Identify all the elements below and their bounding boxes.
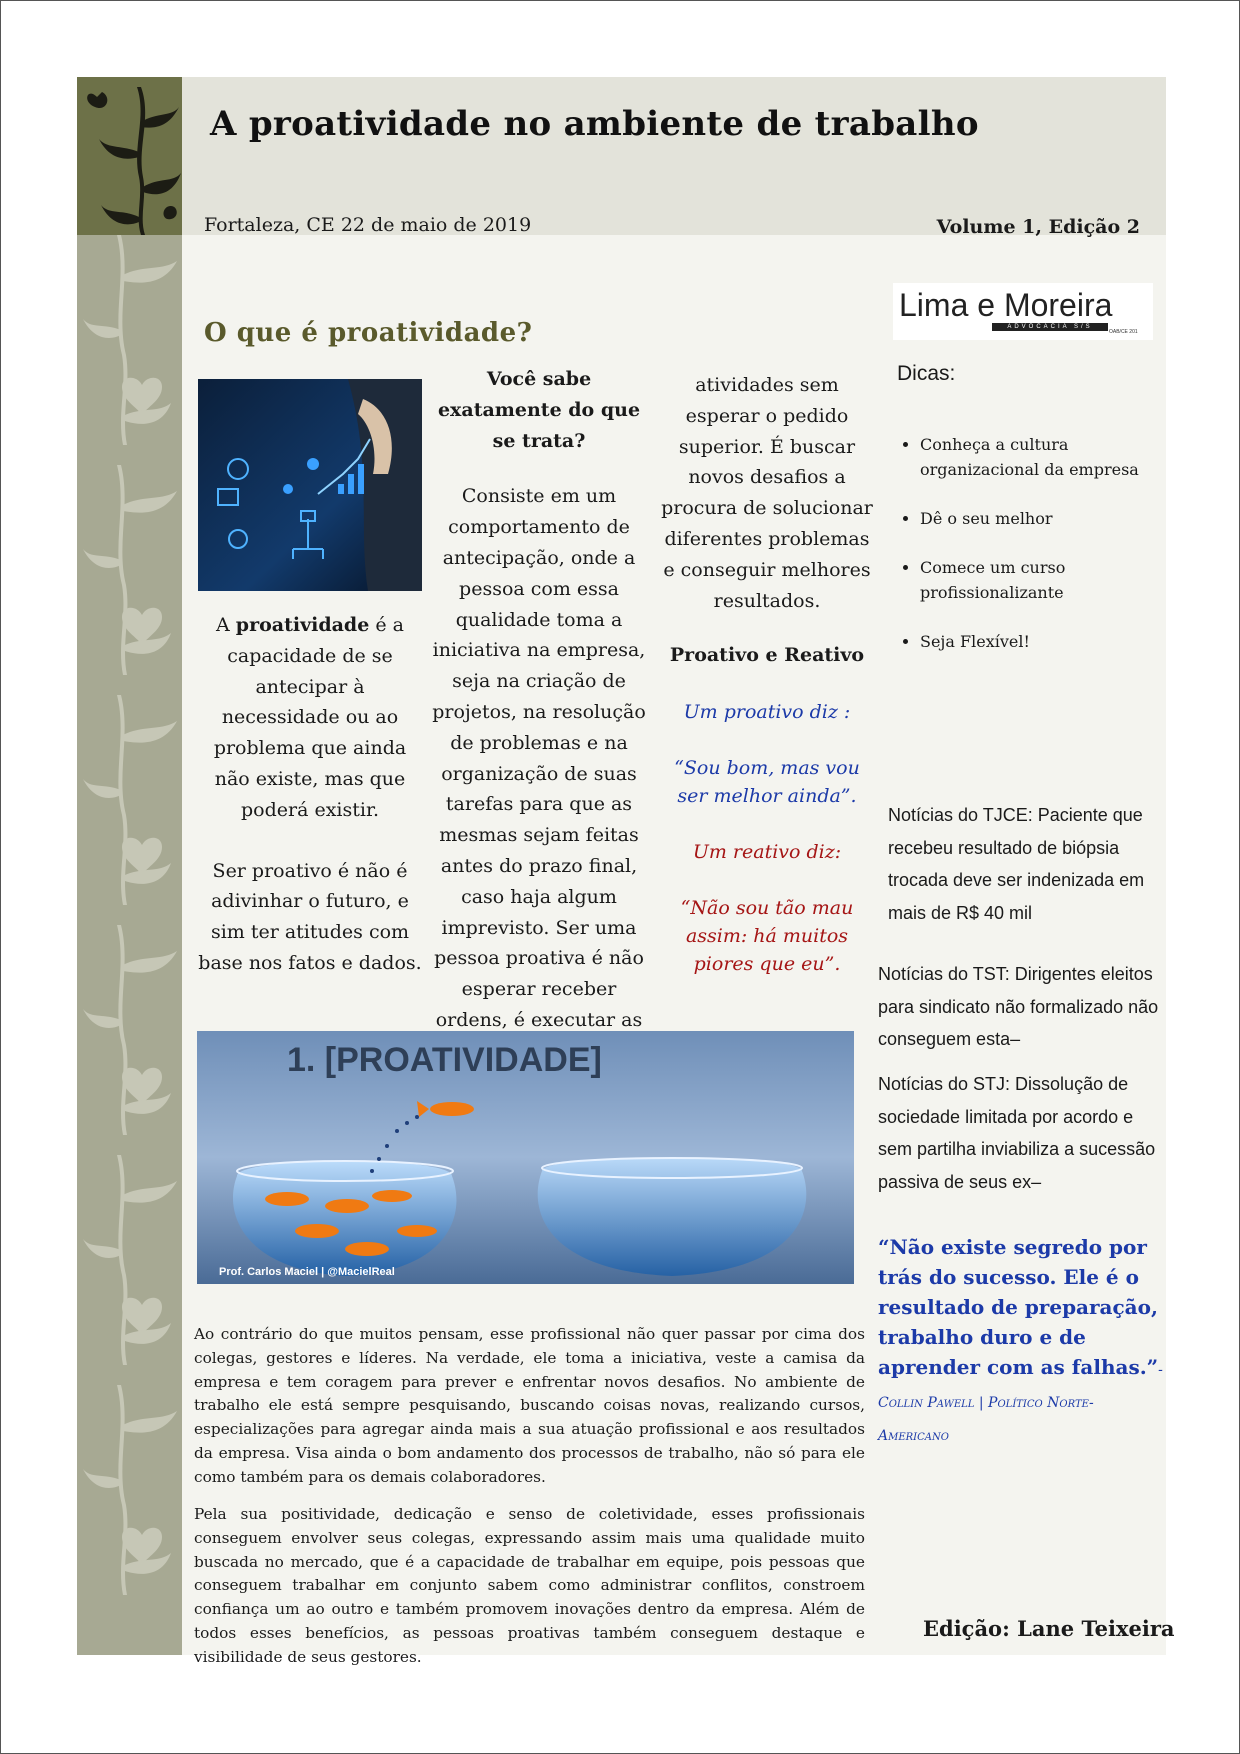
sidebar-ornament-dark	[77, 77, 182, 235]
proactive-reactive-heading: Proativo e Reativo	[669, 644, 865, 667]
definition-prefix: A	[216, 614, 236, 636]
activities-paragraph: atividades sem esperar o pedido superior. É buscar novos desafios a procura de solucionar diferentes problemas e conseguir melhores resultados.	[661, 374, 873, 612]
pull-quote	[878, 1232, 1163, 1451]
article-column-3	[657, 370, 877, 978]
proactive-quote: “Sou bom, mas vou ser melhor ainda”.	[674, 756, 860, 807]
definition-paragraph	[198, 610, 422, 826]
reactive-label: Um reativo diz:	[692, 840, 842, 863]
logo-registration: OAB/CE 201	[1109, 329, 1138, 335]
news-stj: Notícias do STJ: Dissolução de sociedade limitada por acordo e sem partilha inviabiliza a sucessão passiva de seus ex–	[878, 1074, 1156, 1192]
quote-text: “Não existe segredo por trás do sucesso. Ele é o resultado de preparação, trabalho duro e de aprender com as falhas.”	[878, 1235, 1159, 1379]
news-tjce: Notícias do TJCE: Paciente que recebeu resultado de biópsia trocada deve ser indenizada em mais de R$ 40 mil	[888, 805, 1145, 923]
article-column-1	[198, 610, 422, 979]
reactive-quote: “Não sou tão mau assim: há muitos piores que eu”.	[680, 896, 854, 975]
dateline: Fortaleza, CE 22 de maio de 2019	[204, 214, 532, 236]
goldfish-proactivity-image	[197, 1031, 854, 1284]
proactive-explanation: Ser proativo é não é adivinhar o futuro, e sim ter atitudes com base nos fatos e dados.	[198, 859, 422, 974]
tips-heading: Dicas:	[897, 362, 956, 385]
definition-text: é a capacidade de se antecipar à necessidade ou ao problema que ainda não existe, mas que poderá existir.	[213, 614, 407, 821]
floral-ornament-icon	[77, 77, 182, 235]
body-paragraph-1: Ao contrário do que muitos pensam, esse profissional não quer passar por cima dos colegas, gestores e líderes. Na verdade, ele toma a iniciativa, veste a camisa da empresa e tem coragem para prever e enfrentar novos desafios. No ambiente de trabalho ele está sempre pesquisando, buscando coisas novas, realizando cursos, especializações para agregar ainda mais a sua atuação profissional e aos resultados da empresa. Visa ainda o bom andamento dos processos de trabalho, não só para ele como também para os demais colaboradores.	[194, 1325, 865, 1486]
proactive-label: Um proativo diz :	[683, 701, 851, 724]
tip-item: • Comece um curso profissionalizante	[920, 555, 1185, 605]
header-band	[182, 77, 1166, 235]
volume-edition: Volume 1, Edição 2	[936, 216, 1140, 238]
image-caption: 1. [PROATIVIDADE]	[287, 1041, 602, 1079]
quote-author: - Collin Pawell | Político Norte-Americano	[878, 1362, 1163, 1444]
consists-paragraph: Consiste em um comportamento de antecipação, onde a pessoa com essa qualidade toma a iniciativa na empresa, seja na criação de projetos, na resolução de problemas e na organização de suas tarefas para que as mesmas sejam feitas antes do prazo final, caso haja algum imprevisto. Ser uma pessoa proativa é não esperar receber ordens, é executar as	[432, 485, 646, 1031]
body-paragraph-2: Pela sua positividade, dedicação e senso de coletividade, esses profissionais conseguem envolver seus colegas, expressando assim mais uma qualidade muito buscada no mercado, que é a capacidade de trabalhar em equipe, pois pessoas que conseguem trabalhar em conjunto sabem como administrar conflitos, constroem confiança um ao outro e também promovem inovações dentro da empresa. Além de todos esses benefícios, as pessoas proativas também conseguem destaque e visibilidade de seus gestores.	[194, 1505, 865, 1666]
tip-item: • Dê o seu melhor	[920, 506, 1185, 531]
sidebar-ornament-light	[77, 235, 182, 1655]
news-tst: Notícias do TST: Dirigentes eleitos para sindicato não formalizado não conseguem esta–	[878, 964, 1159, 1049]
edition-credit: Edição: Lane Teixeira	[923, 1616, 1175, 1641]
section-heading: O que é proatividade?	[204, 318, 533, 348]
logo-subtitle: ADVOCACIA S/S	[992, 323, 1108, 331]
tip-item: • Seja Flexível!	[920, 629, 1185, 654]
business-tech-photo	[198, 379, 422, 591]
newsletter-title: A proatividade no ambiente de trabalho	[210, 104, 979, 144]
image-credit: Prof. Carlos Maciel | @MacielReal	[219, 1266, 395, 1278]
tip-item: • Conheça a cultura organizacional da empresa	[920, 432, 1185, 482]
logo-name: Lima e Moreira	[899, 287, 1113, 323]
definition-keyword: proatividade	[235, 614, 370, 636]
article-column-2	[429, 364, 649, 1036]
company-logo	[893, 283, 1153, 340]
question-heading: Você sabe exatamente do que se trata?	[437, 368, 641, 452]
floral-pattern-icon	[77, 235, 182, 1655]
tips-list	[897, 432, 1185, 678]
